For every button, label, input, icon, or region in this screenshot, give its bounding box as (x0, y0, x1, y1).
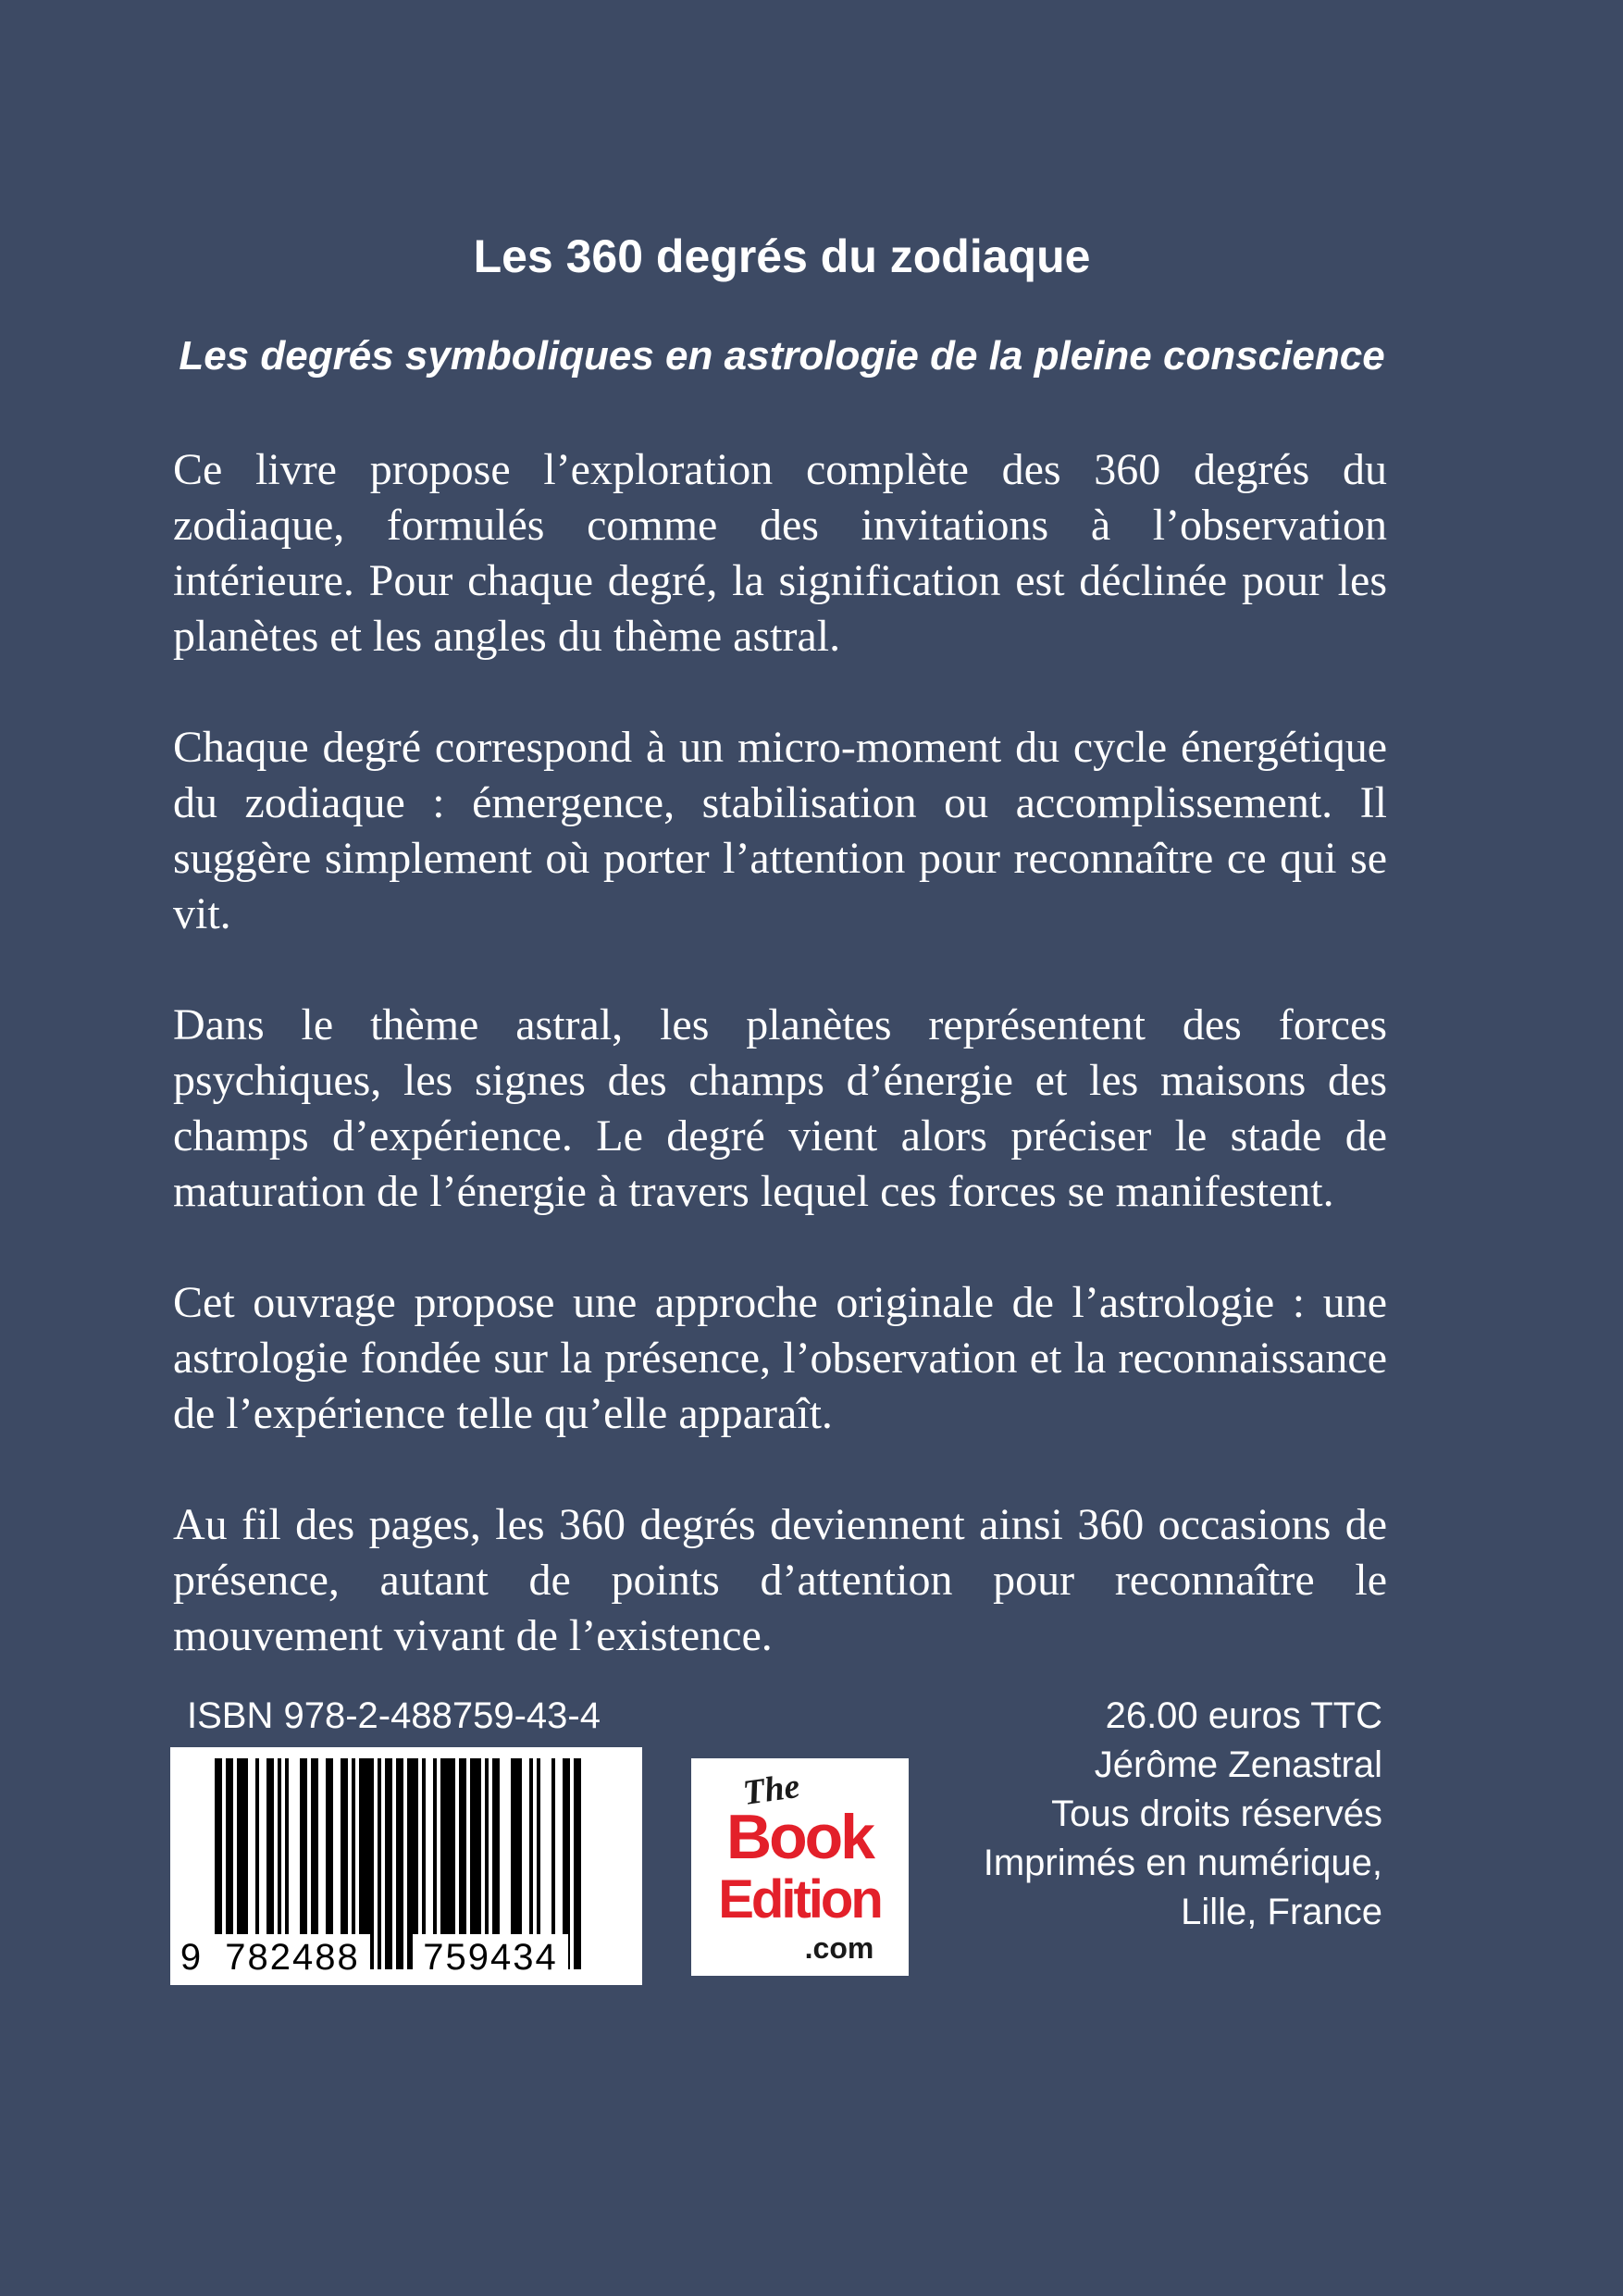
description-paragraph-3: Dans le thème astral, les planètes représentent des forces psychiques, les signes des champs d’énergie et les maisons des champs d’expérience. Le degré vient alors préciser le stade de maturation de l’énergie à travers lequel ces forces se manifestent. (173, 1000, 1387, 1216)
barcode-digits-left: 782488 (225, 1937, 360, 1978)
price: 26.00 euros TTC (1105, 1695, 1382, 1736)
rights-notice: Tous droits réservés (1051, 1793, 1382, 1834)
logo-edition: Edition (718, 1869, 881, 1930)
description-paragraph-1: Ce livre propose l’exploration complète des 360 degrés du zodiaque, formulés comme des invitations à l’observation intérieure. Pour chaque degré, la signification est déclinée pour les planètes et les angles du thème astral. (173, 445, 1387, 661)
barcode (170, 1747, 642, 1985)
barcode-digit-first: 9 (180, 1937, 202, 1978)
printing-note: Imprimés en numérique, (983, 1843, 1382, 1883)
barcode-digits-right: 759434 (423, 1937, 558, 1978)
barcode-bar (385, 1758, 392, 1969)
publisher-logo (691, 1758, 909, 1976)
book-title: Les 360 degrés du zodiaque (473, 230, 1091, 282)
location: Lille, France (1181, 1892, 1382, 1932)
description-paragraph-4: Cet ouvrage propose une approche originale de l’astrologie : une astrologie fondée sur la présence, l’observation et la reconnaissance de l’expérience telle qu’elle apparaît. (173, 1278, 1387, 1438)
description-paragraph-2: Chaque degré correspond à un micro-moment du cycle énergétique du zodiaque : émergence, stabilisation ou accomplissement. Il suggère simplement où porter l’attention pour reconnaître ce qui se vit. (173, 723, 1387, 938)
barcode-bar (378, 1758, 381, 1969)
logo-book: Book (726, 1802, 873, 1872)
author: Jérôme Zenastral (1094, 1744, 1382, 1785)
description (173, 442, 1387, 1719)
isbn-label: ISBN 978-2-488759-43-4 (187, 1695, 601, 1736)
publication-info (984, 1692, 1382, 1937)
barcode-bar (574, 1758, 581, 1969)
logo-the: The (740, 1766, 802, 1813)
barcode-bar (396, 1758, 403, 1969)
book-subtitle: Les degrés symboliques en astrologie de la pleine conscience (179, 333, 1385, 379)
logo-com: .com (804, 1931, 874, 1965)
description-paragraph-5: Au fil des pages, les 360 degrés deviennent ainsi 360 occasions de présence, autant de points d’attention pour reconnaître le mouvement vivant de l’existence. (173, 1500, 1387, 1660)
